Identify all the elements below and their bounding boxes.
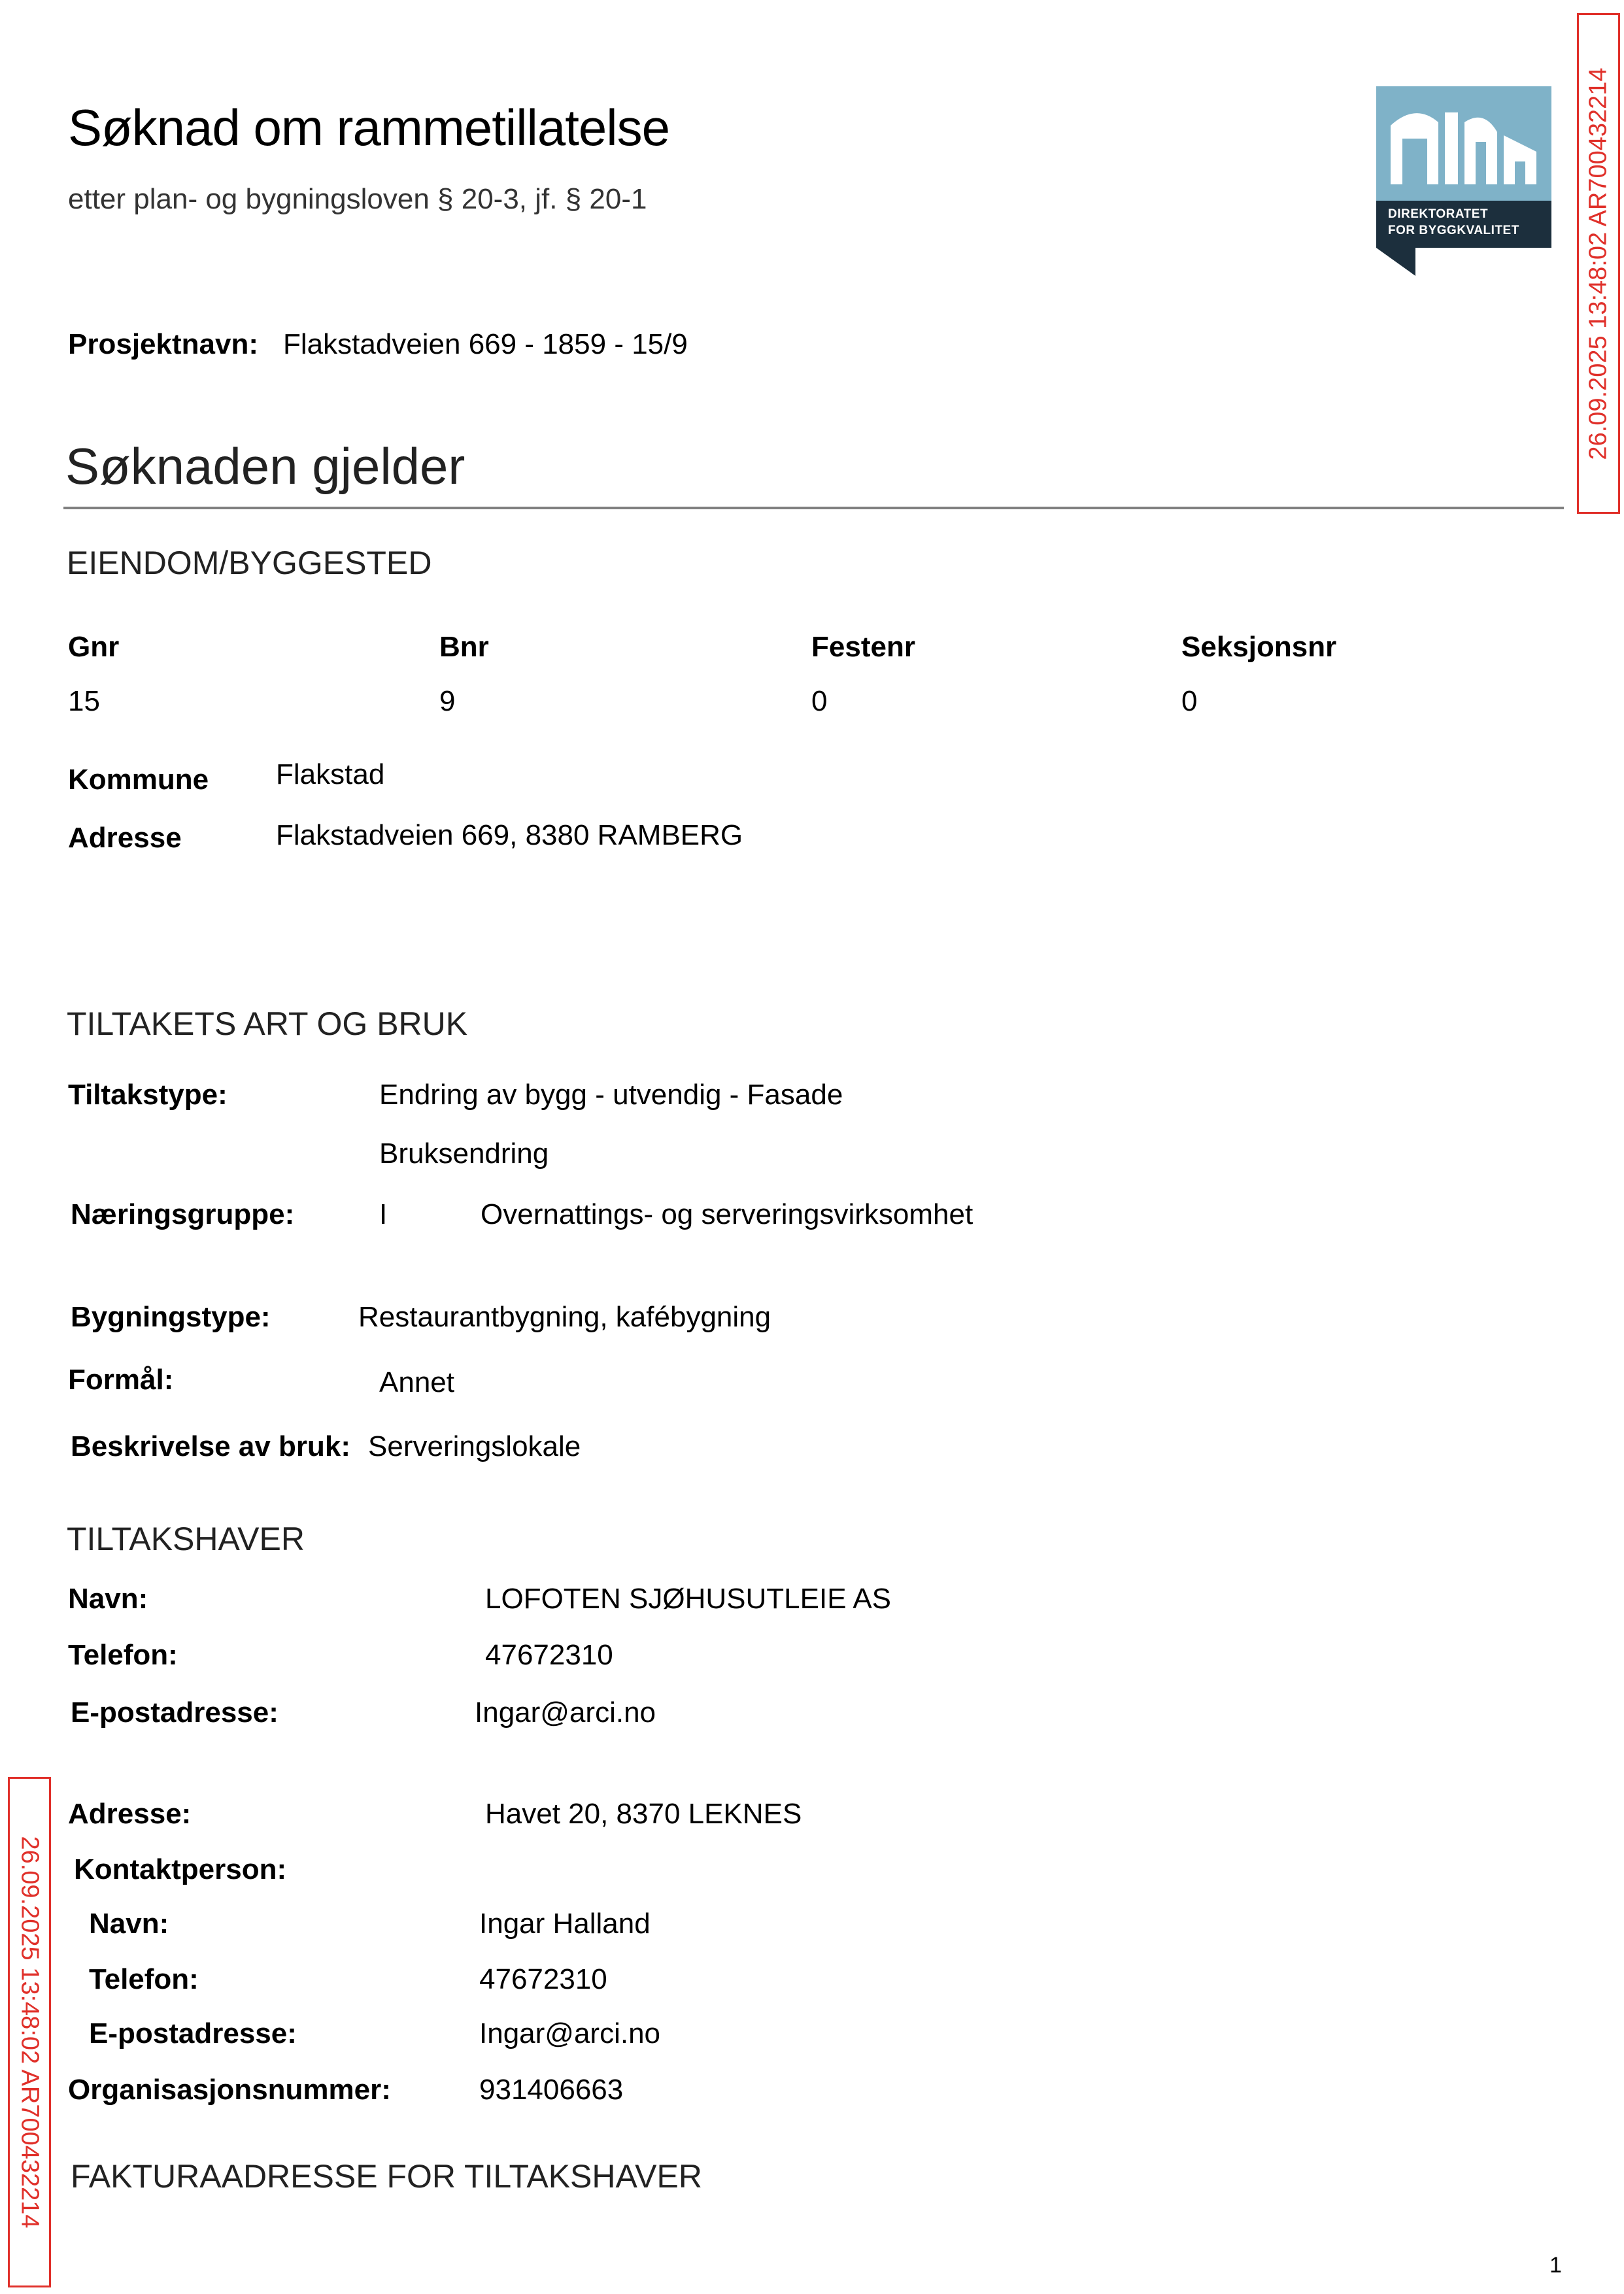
kontakt-epost-value: Ingar@arci.no <box>479 2017 661 2049</box>
orgnr-label: Organisasjonsnummer: <box>68 2074 391 2106</box>
tiltakshaver-epost-value: Ingar@arci.no <box>475 1696 656 1729</box>
project-label: Prosjektnavn: <box>68 328 258 360</box>
kontakt-epost-label: E-postadresse: <box>89 2017 297 2049</box>
bygningstype-label: Bygningstype: <box>71 1301 271 1333</box>
dibk-logo <box>1376 86 1551 276</box>
eiendom-heading: EIENDOM/BYGGESTED <box>67 545 432 581</box>
section-title: Søknaden gjelder <box>65 437 465 495</box>
stamp-text: 26.09.2025 13:48:02 AR700432214 <box>16 1836 44 2229</box>
tiltakshaver-navn-value: LOFOTEN SJØHUSUTLEIE AS <box>485 1583 892 1615</box>
bygningstype-value: Restaurantbygning, kafébygning <box>358 1301 771 1333</box>
kontakt-navn-value: Ingar Halland <box>479 1908 651 1940</box>
receipt-stamp-side <box>8 1777 51 2287</box>
document-subtitle: etter plan- og bygningsloven § 20-3, jf. § 20-1 <box>68 183 647 215</box>
document-title: Søknad om rammetillatelse <box>68 99 669 156</box>
logo-text-line2: FOR BYGGKVALITET <box>1388 224 1519 237</box>
tiltakshaver-adresse-value: Havet 20, 8370 LEKNES <box>485 1798 802 1830</box>
tiltakstype-label: Tiltakstype: <box>68 1079 228 1111</box>
gnr-value: 15 <box>68 685 100 717</box>
kontaktperson-label: Kontaktperson: <box>74 1853 287 1885</box>
formal-label: Formål: <box>68 1364 174 1396</box>
project-name: Flakstadveien 669 - 1859 - 15/9 <box>283 328 688 360</box>
bruk-value: Serveringslokale <box>368 1430 581 1462</box>
dibk-logo-graphic <box>1376 86 1551 276</box>
kommune-value: Flakstad <box>276 758 385 790</box>
logo-text-line1: DIREKTORATET <box>1388 207 1489 221</box>
kontakt-telefon-label: Telefon: <box>89 1963 199 1995</box>
naeringsgruppe-label: Næringsgruppe: <box>71 1198 295 1230</box>
faktura-heading: FAKTURAADRESSE FOR TILTAKSHAVER <box>71 2158 702 2195</box>
orgnr-value: 931406663 <box>479 2074 624 2106</box>
tiltakstype-value-1: Endring av bygg - utvendig - Fasade <box>379 1079 843 1111</box>
festenr-value: 0 <box>811 685 828 717</box>
tiltakshaver-heading: TILTAKSHAVER <box>67 1521 305 1557</box>
naeringsgruppe-value: Overnattings- og serveringsvirksomhet <box>481 1198 973 1230</box>
bnr-label: Bnr <box>439 631 489 663</box>
adresse-value: Flakstadveien 669, 8380 RAMBERG <box>276 819 743 851</box>
tiltakshaver-navn-label: Navn: <box>68 1583 148 1615</box>
section-divider <box>63 507 1564 509</box>
page-number: 1 <box>1549 2253 1562 2278</box>
gnr-label: Gnr <box>68 631 120 663</box>
kontakt-navn-label: Navn: <box>89 1908 169 1940</box>
bnr-value: 9 <box>439 685 456 717</box>
adresse-label: Adresse <box>68 822 182 854</box>
bruk-label: Beskrivelse av bruk: <box>71 1430 351 1462</box>
tiltakshaver-adresse-label: Adresse: <box>68 1798 192 1830</box>
festenr-label: Festenr <box>811 631 915 663</box>
tiltak-heading: TILTAKETS ART OG BRUK <box>67 1005 468 1042</box>
tiltakshaver-telefon-label: Telefon: <box>68 1639 178 1671</box>
tiltakshaver-telefon-value: 47672310 <box>485 1639 613 1671</box>
kommune-label: Kommune <box>68 764 209 796</box>
tiltakshaver-epost-label: E-postadresse: <box>71 1696 279 1729</box>
stamp-text: 26.09.2025 13:48:02 AR700432214 <box>1584 67 1612 460</box>
tiltakstype-value-2: Bruksendring <box>379 1138 549 1170</box>
naeringsgruppe-code: I <box>379 1198 388 1230</box>
seksjonsnr-value: 0 <box>1181 685 1198 717</box>
seksjonsnr-label: Seksjonsnr <box>1181 631 1337 663</box>
formal-value: Annet <box>379 1366 454 1398</box>
receipt-stamp-top <box>1577 13 1620 514</box>
kontakt-telefon-value: 47672310 <box>479 1963 607 1995</box>
